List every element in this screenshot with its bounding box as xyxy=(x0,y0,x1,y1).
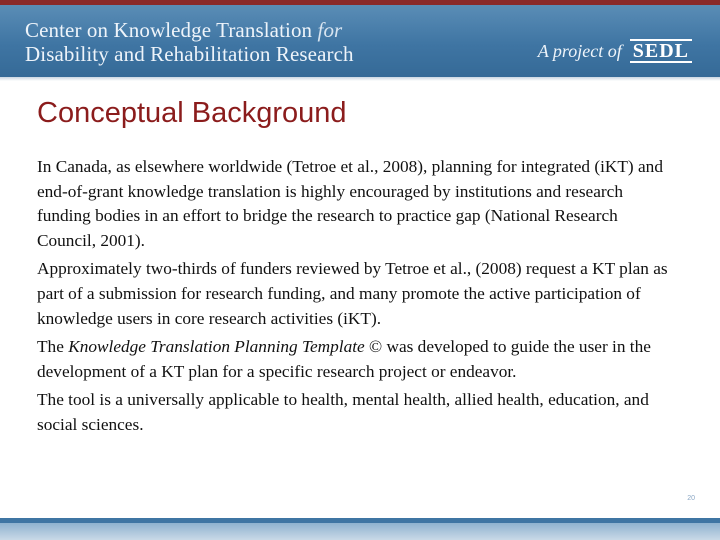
center-title-line1 xyxy=(25,18,354,42)
center-title-for: for xyxy=(317,18,343,42)
paragraph-template-rest: © was developed to guide the user in the development of a KT plan for a specific research project or endeavor. xyxy=(37,337,651,381)
footer-gradient xyxy=(0,523,720,540)
center-title xyxy=(25,18,354,66)
slide-body xyxy=(37,155,677,438)
paragraph-canada: In Canada, as elsewhere worldwide (Tetroe et al., 2008), planning for integrated (iKT) and end-of-grant knowledge translation is highly encouraged by institutions and research funding bodies in an effort to bridge the research to practice gap (National Research Council, 2001). xyxy=(37,157,663,250)
paragraph-template-lead: The xyxy=(37,337,69,357)
paragraph-template xyxy=(37,335,677,384)
project-label: A project of xyxy=(537,40,622,61)
banner-shadow xyxy=(0,77,720,81)
page-number: 20 xyxy=(687,495,695,502)
slide-title: Conceptual Background xyxy=(37,97,347,129)
paragraph-tool: The tool is a universally applicable to health, mental health, allied health, education, and social sciences. xyxy=(37,390,649,434)
center-title-main: Center on Knowledge Translation xyxy=(25,18,313,42)
template-name: Knowledge Translation Planning Template xyxy=(68,337,365,357)
project-attribution xyxy=(538,39,692,63)
paragraph-funders: Approximately two-thirds of funders reviewed by Tetroe et al., (2008) request a KT plan as part of a submission for research funding, and many promote the active participation of knowledge users in core research activities (iKT). xyxy=(37,259,668,328)
header-banner xyxy=(0,5,720,77)
center-title-line2: Disability and Rehabilitation Research xyxy=(25,42,354,66)
sedl-logo: SEDL xyxy=(630,39,692,63)
